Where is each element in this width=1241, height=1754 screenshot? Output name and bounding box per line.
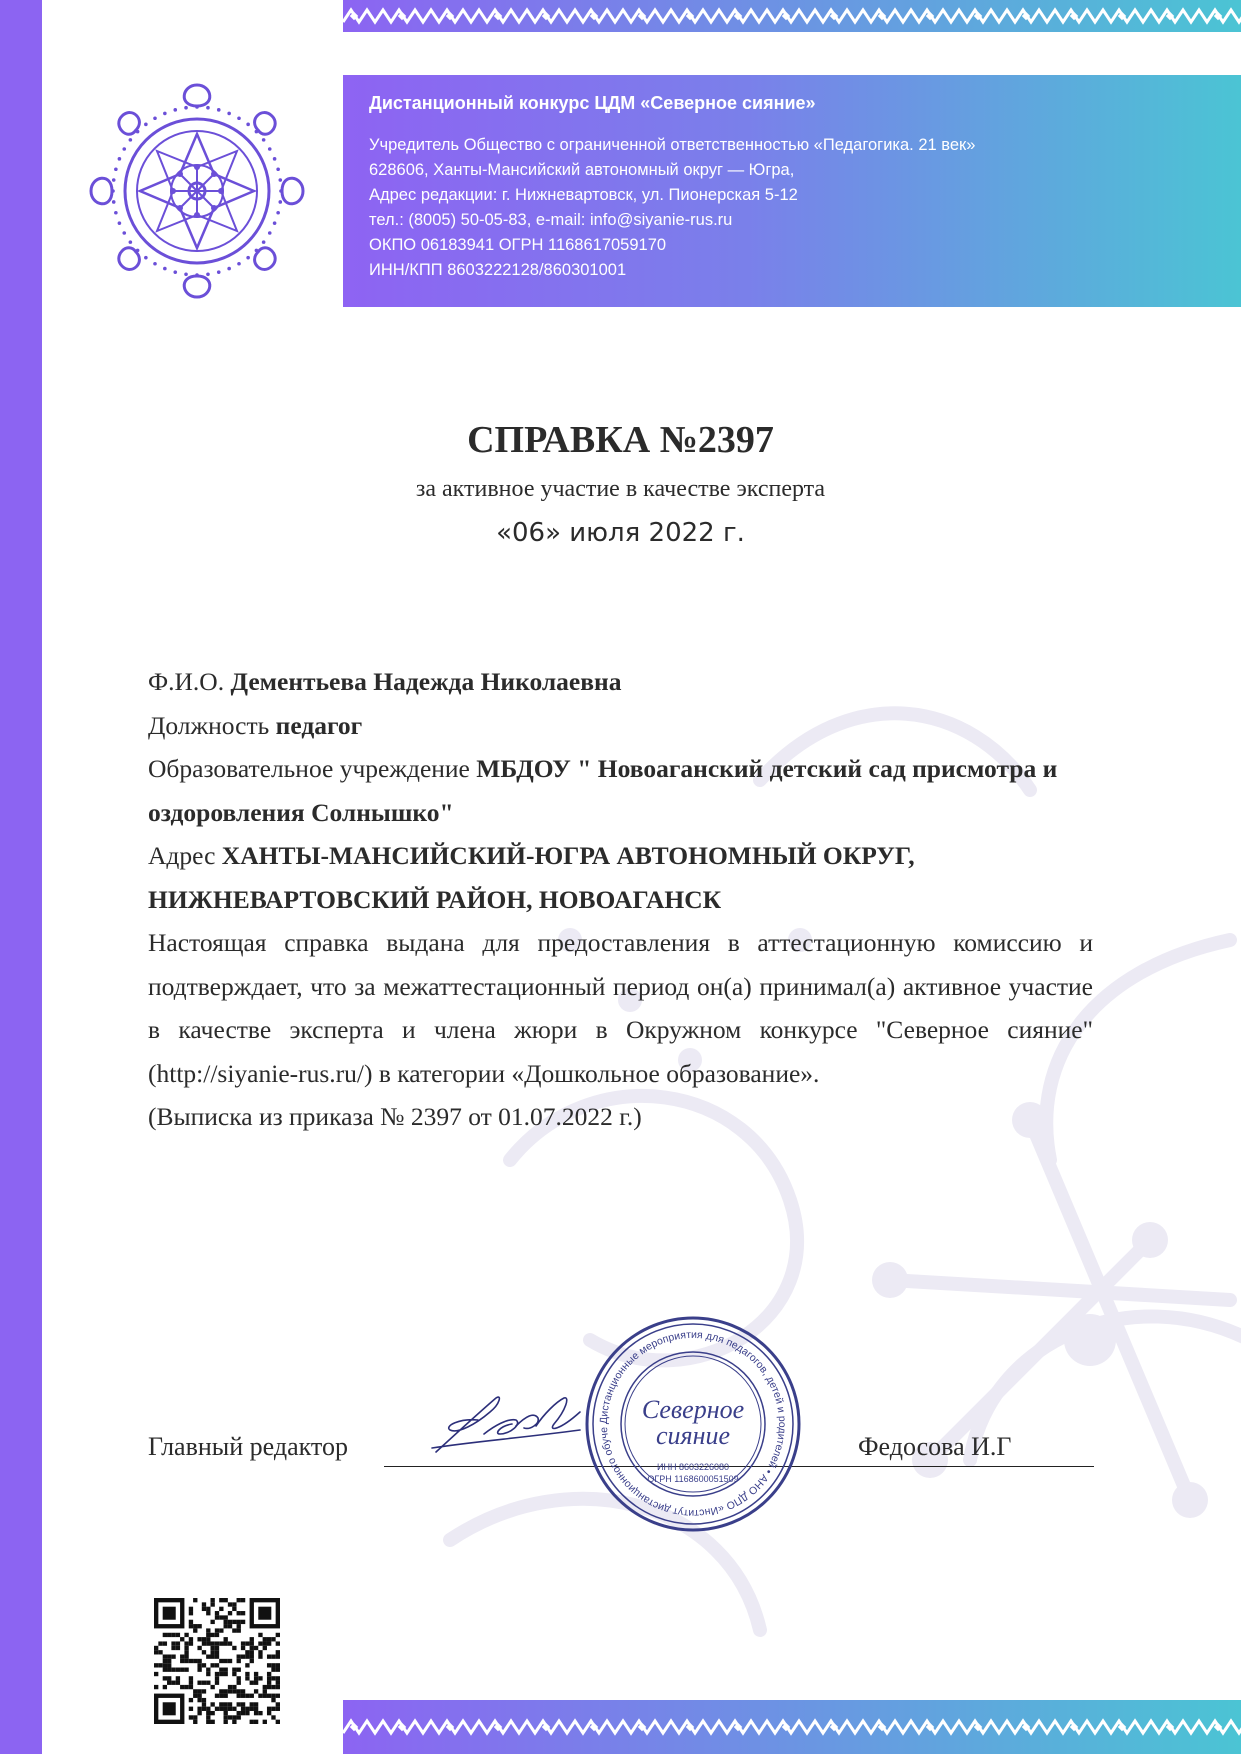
organization-header [343,75,1241,307]
document-body [148,660,1093,1139]
stamp-inn: ИНН 8603226080 [656,1462,730,1472]
document-title: СПРАВКА №2397 [467,419,774,461]
document-subtitle: за активное участие в качестве эксперта [415,476,826,502]
address-row [148,834,1093,921]
document-date: «06» июля 2022 г. [496,518,745,548]
handwritten-signature [430,1390,590,1460]
inn-kpp-line: ИНН/КПП 8603222128/860301001 [369,261,627,279]
contacts-line: тел.: (8005) 50-05-83, e-mail: info@siyanie-rus.ru [369,211,733,229]
institution-row [148,747,1093,834]
address-value: ХАНТЫ-МАНСИЙСКИЙ-ЮГРА АВТОНОМНЫЙ ОКРУГ, НИЖНЕВАРТОВСКИЙ РАЙОН, НОВОАГАНСК [148,841,915,914]
bottom-ornament-strip [343,1700,1241,1754]
stamp-center-line1: Северное [641,1395,745,1424]
stamp-ogrn: ОГРН 1168600051509 [647,1474,739,1484]
left-accent-bar [0,0,42,1754]
contest-title: Дистанционный конкурс ЦДМ «Северное сияние» [369,93,816,113]
position-value: педагог [275,710,363,740]
founder-line: Учредитель Общество с ограниченной ответственностью «Педагогика. 21 век» [369,136,976,154]
statement-text: Настоящая справка выдана для предоставления в аттестационную комиссию и подтверждает, что за межаттестационный период он(а) принимал(а) активное участие в качестве эксперта и члена жюри в Окружном конкурсе "Северное сияние" (http://siyanie-rus.ru/) в категории «Дошкольное образование». [148,928,1093,1088]
fio-row [148,660,1093,704]
stamp-center-line2: сияние [655,1421,731,1450]
order-extract: (Выписка из приказа № 2397 от 01.07.2022 г.) [148,1102,642,1131]
qr-code[interactable] [154,1598,280,1724]
signer-name: Федосова И.Г [858,1432,1012,1461]
position-label: Должность [148,710,270,740]
signer-title: Главный редактор [148,1432,348,1461]
institution-label: Образовательное учреждение [148,754,470,783]
official-stamp [583,1314,803,1534]
fio-label: Ф.И.О. [148,667,225,696]
top-ornament-strip [343,0,1241,32]
snowflake-ornament-logo [88,82,306,300]
institution-value: МБДОУ " Новоаганский детский сад присмотра и оздоровления Солнышко" [148,754,1058,827]
postal-address-line: 628606, Ханты-Мансийский автономный округ — Югра, [369,161,795,179]
position-row [148,704,1093,748]
fio-value: Дементьева Надежда Николаевна [230,667,622,696]
editorial-address-line: Адрес редакции: г. Нижневартовск, ул. Пионерская 5-12 [369,186,798,204]
address-label: Адрес [148,841,216,870]
stamp-ring-text: Дистанционные мероприятия для педагогов, детей и родителей • АНО ДПО «Институт дистанционного обуче [597,1328,789,1520]
okpo-ogrn-line: ОКПО 06183941 ОГРН 1168617059170 [369,236,667,254]
